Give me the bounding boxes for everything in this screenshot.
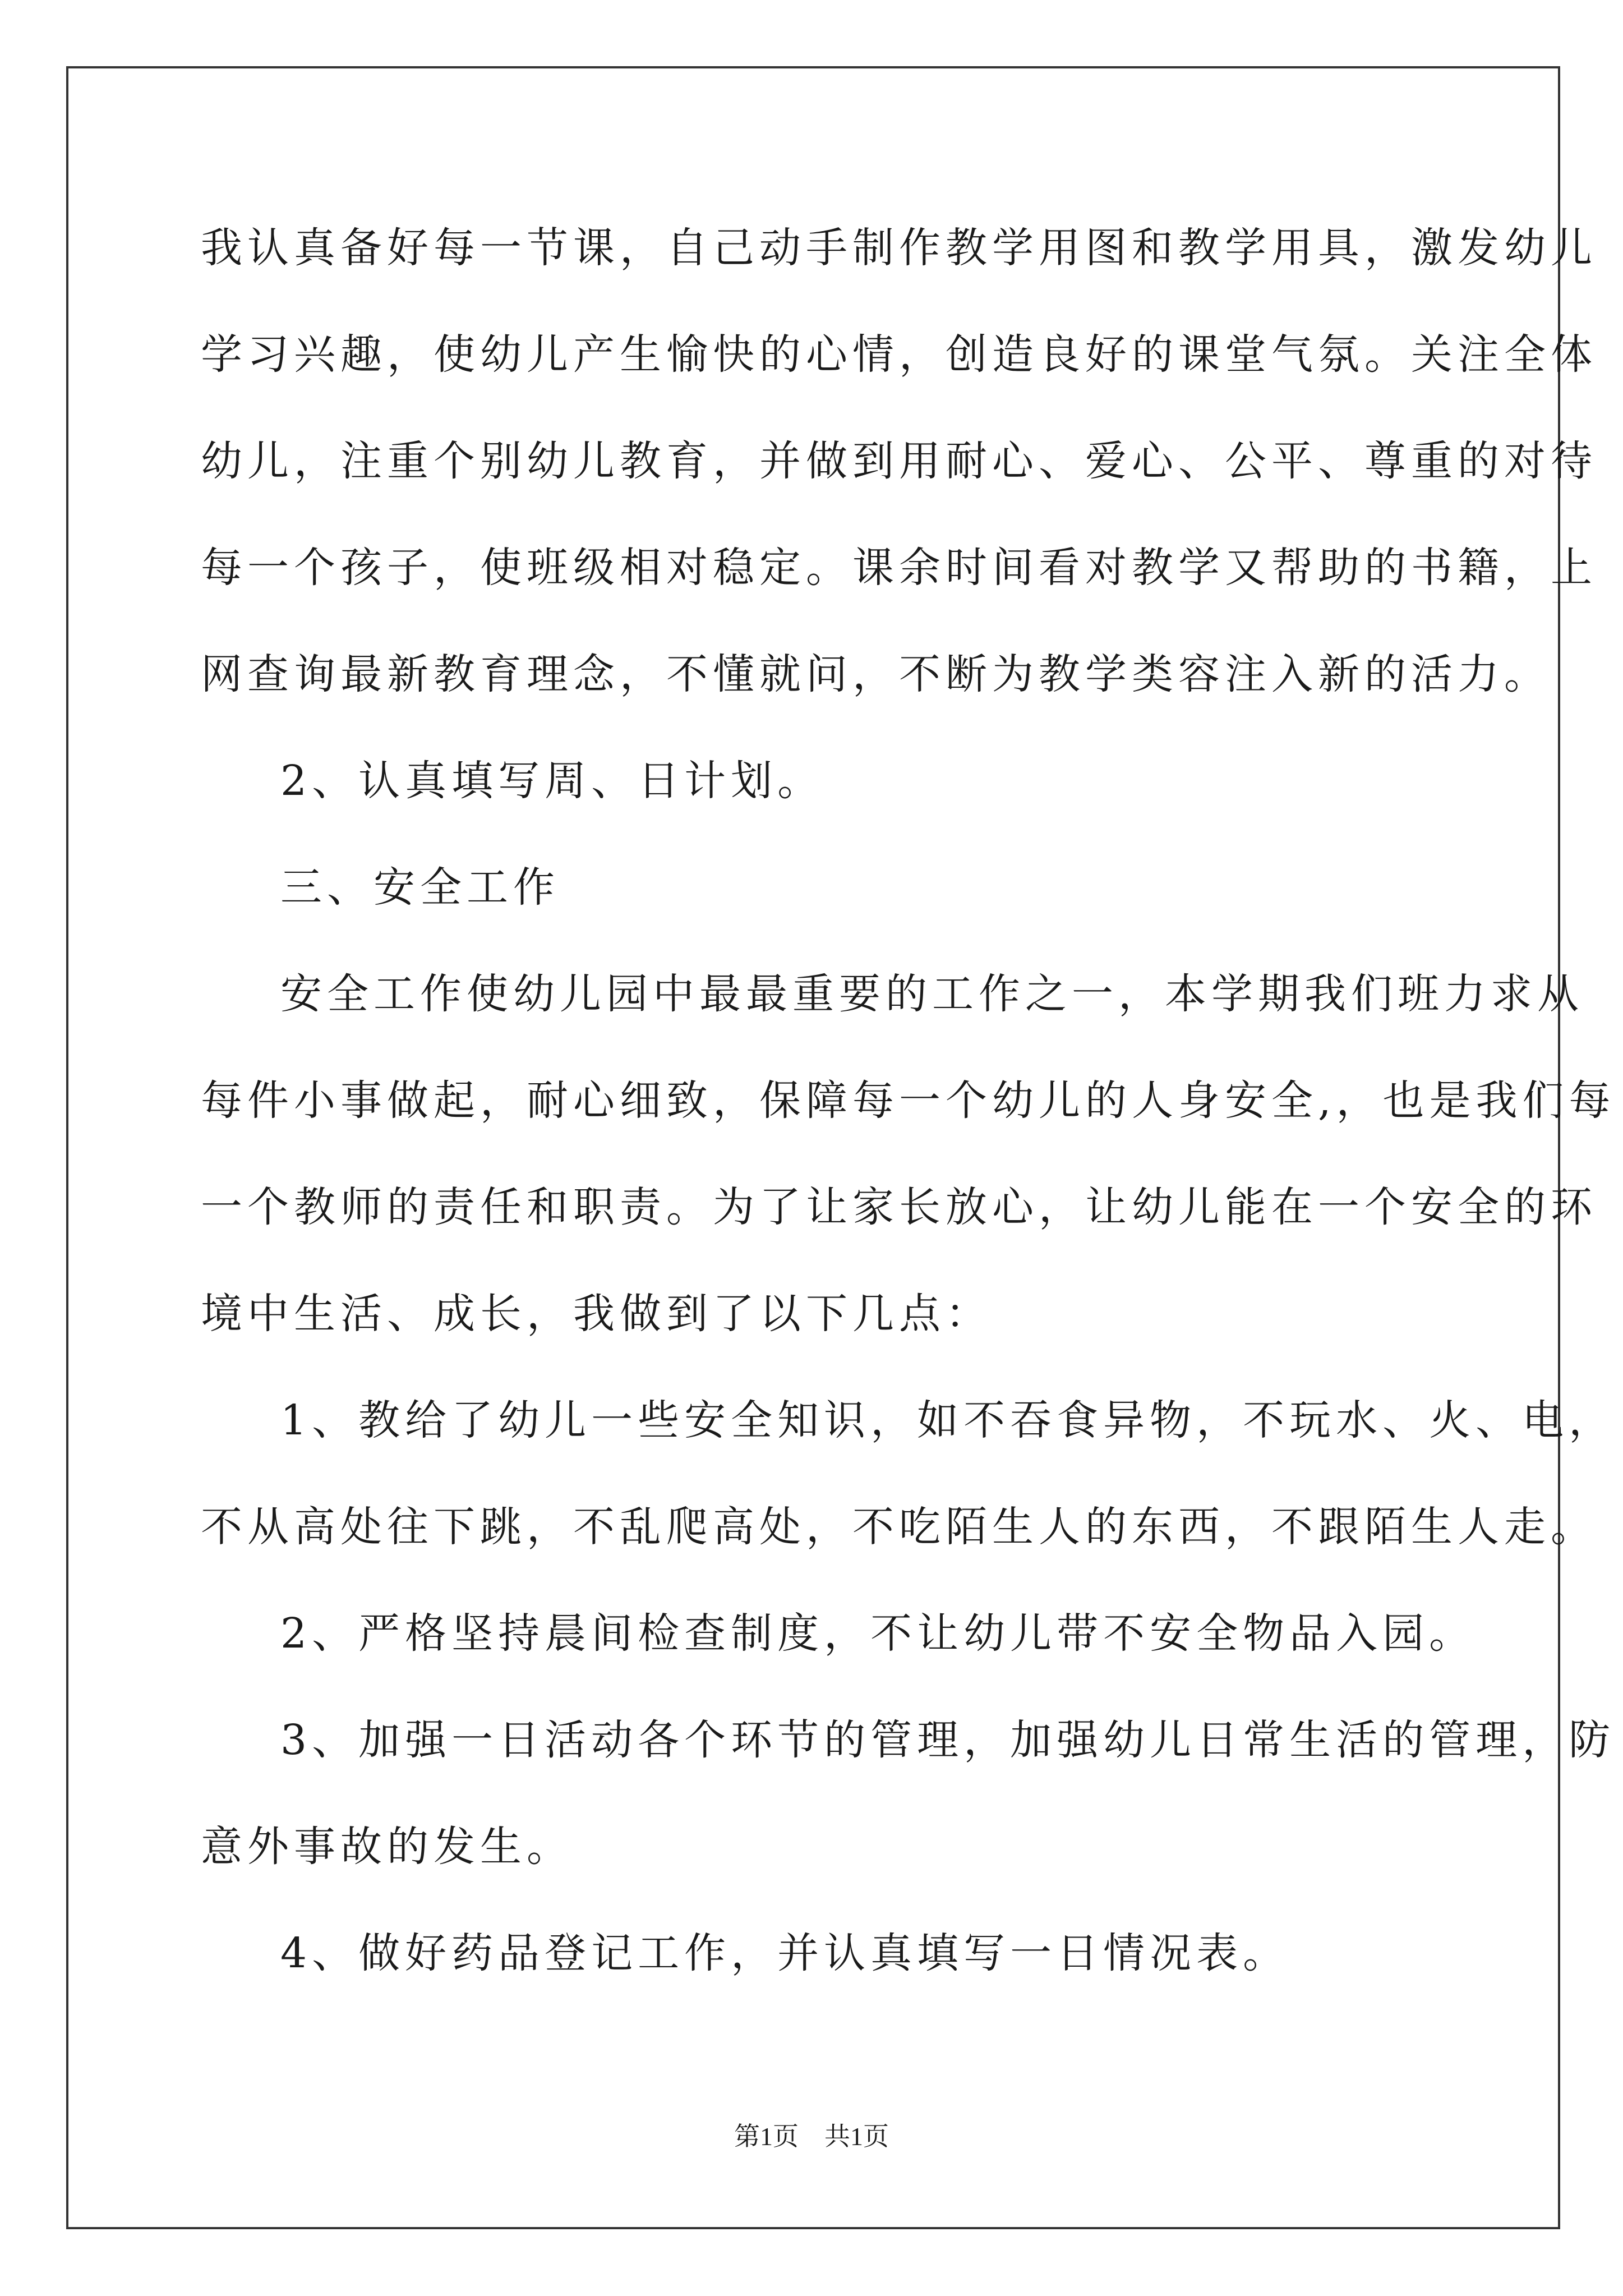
list-item: 1、教给了幼儿一些安全知识，如不吞食异物，不玩水、火、电，: [280, 1396, 1616, 1444]
list-item: 2、严格坚持晨间检查制度，不让幼儿带不安全物品入园。: [280, 1609, 1476, 1658]
body-line: 幼儿，注重个别幼儿教育，并做到用耐心、爱心、公平、尊重的对待: [201, 437, 1597, 485]
body-line: 意外事故的发生。: [201, 1823, 573, 1871]
list-item: 4、做好药品登记工作，并认真填写一日情况表。: [280, 1929, 1290, 1977]
body-line: 每件小事做起，耐心细致，保障每一个幼儿的人身安全,，也是我们每: [201, 1076, 1616, 1125]
body-line: 网查询最新教育理念，不懂就问，不断为教学类容注入新的活力。: [201, 650, 1551, 698]
body-line: 境中生活、成长，我做到了以下几点：: [201, 1290, 992, 1338]
body-line: 学习兴趣，使幼儿产生愉快的心情，创造良好的课堂气氛。关注全体: [201, 330, 1597, 379]
page-border: [66, 66, 1560, 2229]
body-line: 一个教师的责任和职责。为了让家长放心，让幼儿能在一个安全的环: [201, 1183, 1597, 1231]
list-item: 2、认真填写周、日计划。: [280, 757, 824, 805]
paragraph-start: 安全工作使幼儿园中最最重要的工作之一，本学期我们班力求从: [280, 970, 1584, 1018]
section-heading: 三、安全工作: [280, 863, 560, 912]
list-item: 3、加强一日活动各个环节的管理，加强幼儿日常生活的管理，防: [280, 1716, 1616, 1764]
page-number: 第1页 共1页: [734, 2122, 889, 2151]
body-line: 每一个孩子，使班级相对稳定。课余时间看对教学又帮助的书籍，上: [201, 544, 1597, 592]
body-line: 我认真备好每一节课，自己动手制作教学用图和教学用具，激发幼儿: [201, 224, 1597, 272]
body-line: 不从高处往下跳，不乱爬高处，不吃陌生人的东西，不跟陌生人走。: [201, 1503, 1597, 1551]
